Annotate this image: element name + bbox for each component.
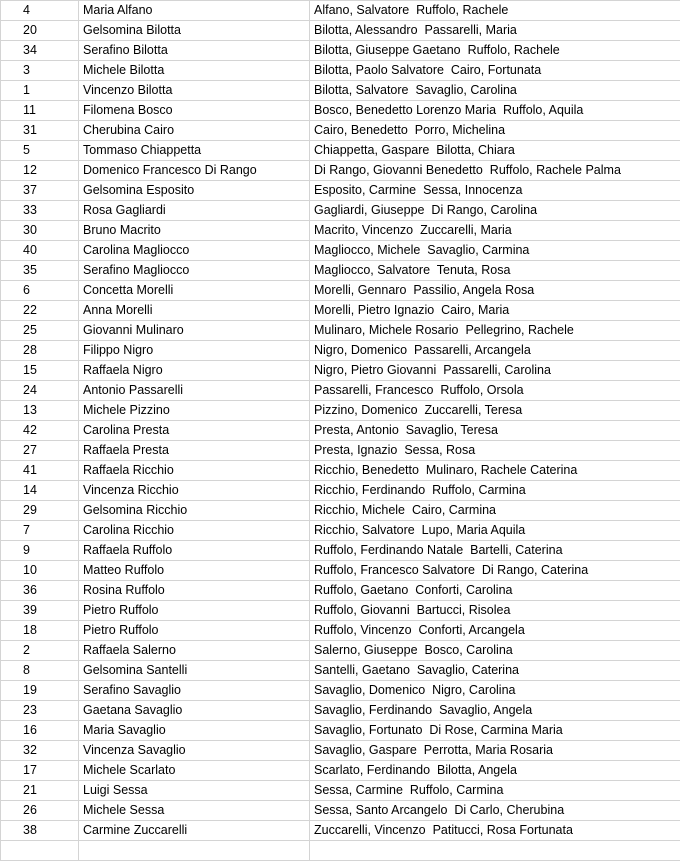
id-cell[interactable]: 31 [1,121,79,141]
parents-cell[interactable]: Savaglio, Fortunato Di Rose, Carmina Maria [310,721,680,741]
name-cell[interactable]: Pietro Ruffolo [79,621,310,641]
name-cell[interactable]: Carolina Presta [79,421,310,441]
table-row [1,461,680,481]
parents-cell[interactable]: Morelli, Pietro Ignazio Cairo, Maria [310,301,680,321]
table-row [1,641,680,661]
id-cell[interactable]: 33 [1,201,79,221]
id-cell[interactable]: 27 [1,441,79,461]
parents-cell[interactable]: Ricchio, Michele Cairo, Carmina [310,501,680,521]
table-row [1,741,680,761]
table-row [1,341,680,361]
id-cell[interactable]: 9 [1,541,79,561]
parents-cell[interactable]: Cairo, Benedetto Porro, Michelina [310,121,680,141]
id-cell[interactable]: 19 [1,681,79,701]
parents-cell[interactable]: Esposito, Carmine Sessa, Innocenza [310,181,680,201]
parents-cell[interactable]: Sessa, Carmine Ruffolo, Carmina [310,781,680,801]
id-cell[interactable]: 30 [1,221,79,241]
id-cell[interactable]: 41 [1,461,79,481]
table-row [1,821,680,841]
name-cell[interactable]: Carolina Ricchio [79,521,310,541]
parents-cell[interactable]: Nigro, Pietro Giovanni Passarelli, Carolina [310,361,680,381]
table-row [1,361,680,381]
parents-cell[interactable]: Presta, Ignazio Sessa, Rosa [310,441,680,461]
id-cell[interactable]: 37 [1,181,79,201]
id-cell[interactable]: 16 [1,721,79,741]
id-cell[interactable]: 7 [1,521,79,541]
table-row [1,201,680,221]
id-cell[interactable]: 28 [1,341,79,361]
name-cell[interactable]: Maria Savaglio [79,721,310,741]
parents-cell[interactable]: Sessa, Santo Arcangelo Di Carlo, Cherubina [310,801,680,821]
parents-cell[interactable]: Bilotta, Alessandro Passarelli, Maria [310,21,680,41]
parents-cell[interactable]: Bosco, Benedetto Lorenzo Maria Ruffolo, Aquila [310,101,680,121]
parents-cell[interactable]: Magliocco, Salvatore Tenuta, Rosa [310,261,680,281]
name-cell[interactable]: Gaetana Savaglio [79,701,310,721]
id-cell[interactable]: 24 [1,381,79,401]
id-cell[interactable]: 22 [1,301,79,321]
name-cell[interactable]: Carolina Magliocco [79,241,310,261]
name-cell[interactable]: Luigi Sessa [79,781,310,801]
name-cell[interactable]: Michele Sessa [79,801,310,821]
parents-cell[interactable]: Bilotta, Paolo Salvatore Cairo, Fortunata [310,61,680,81]
id-cell[interactable]: 36 [1,581,79,601]
name-cell[interactable]: Serafino Magliocco [79,261,310,281]
name-cell[interactable]: Giovanni Mulinaro [79,321,310,341]
id-cell[interactable]: 34 [1,41,79,61]
name-cell[interactable]: Raffaela Ruffolo [79,541,310,561]
parents-cell[interactable]: Bilotta, Salvatore Savaglio, Carolina [310,81,680,101]
id-cell[interactable]: 40 [1,241,79,261]
parents-cell[interactable]: Savaglio, Gaspare Perrotta, Maria Rosaria [310,741,680,761]
id-cell[interactable]: 4 [1,1,79,21]
id-cell[interactable]: 11 [1,101,79,121]
id-cell[interactable]: 39 [1,601,79,621]
table-row [1,781,680,801]
parents-cell[interactable]: Alfano, Salvatore Ruffolo, Rachele [310,1,680,21]
table-row [1,441,680,461]
parents-cell[interactable]: Ruffolo, Gaetano Conforti, Carolina [310,581,680,601]
name-cell[interactable]: Raffaela Presta [79,441,310,461]
id-cell[interactable]: 35 [1,261,79,281]
id-cell[interactable]: 2 [1,641,79,661]
table-row [1,801,680,821]
id-cell[interactable]: 25 [1,321,79,341]
name-cell[interactable]: Gelsomina Ricchio [79,501,310,521]
parents-cell[interactable]: Mulinaro, Michele Rosario Pellegrino, Rachele [310,321,680,341]
parents-cell[interactable]: Di Rango, Giovanni Benedetto Ruffolo, Rachele Palma [310,161,680,181]
table-row [1,381,680,401]
table-row [1,501,680,521]
id-cell[interactable]: 17 [1,761,79,781]
name-cell[interactable]: Matteo Ruffolo [79,561,310,581]
parents-cell[interactable]: Pizzino, Domenico Zuccarelli, Teresa [310,401,680,421]
name-cell[interactable]: Gelsomina Bilotta [79,21,310,41]
id-cell[interactable]: 23 [1,701,79,721]
name-cell[interactable]: Rosa Gagliardi [79,201,310,221]
parents-cell[interactable]: Savaglio, Ferdinando Savaglio, Angela [310,701,680,721]
name-cell[interactable]: Gelsomina Esposito [79,181,310,201]
name-cell[interactable]: Tommaso Chiappetta [79,141,310,161]
name-cell[interactable]: Raffaela Ricchio [79,461,310,481]
table-row [1,541,680,561]
parents-cell[interactable]: Santelli, Gaetano Savaglio, Caterina [310,661,680,681]
parents-cell[interactable]: Gagliardi, Giuseppe Di Rango, Carolina [310,201,680,221]
name-cell[interactable]: Raffaela Salerno [79,641,310,661]
table-body [1,1,680,861]
name-cell[interactable]: Anna Morelli [79,301,310,321]
table-row [1,621,680,641]
id-cell[interactable]: 32 [1,741,79,761]
table-row [1,221,680,241]
table-row [1,61,680,81]
table-row [1,581,680,601]
table-row [1,841,680,861]
id-cell[interactable]: 14 [1,481,79,501]
parents-cell[interactable]: Nigro, Domenico Passarelli, Arcangela [310,341,680,361]
table-row [1,21,680,41]
id-cell[interactable]: 38 [1,821,79,841]
id-cell[interactable]: 3 [1,61,79,81]
parents-cell[interactable]: Bilotta, Giuseppe Gaetano Ruffolo, Rachele [310,41,680,61]
id-cell[interactable]: 5 [1,141,79,161]
name-cell[interactable]: Carmine Zuccarelli [79,821,310,841]
table-row [1,41,680,61]
parents-cell[interactable]: Scarlato, Ferdinando Bilotta, Angela [310,761,680,781]
name-cell[interactable]: Michele Scarlato [79,761,310,781]
name-cell[interactable]: Vincenza Savaglio [79,741,310,761]
name-cell[interactable]: Raffaela Nigro [79,361,310,381]
parents-cell[interactable]: Ruffolo, Francesco Salvatore Di Rango, Caterina [310,561,680,581]
name-cell[interactable]: Gelsomina Santelli [79,661,310,681]
id-cell[interactable]: 26 [1,801,79,821]
table-row [1,261,680,281]
id-cell[interactable]: 1 [1,81,79,101]
table-row [1,281,680,301]
table-row [1,421,680,441]
name-cell[interactable]: Serafino Bilotta [79,41,310,61]
id-cell[interactable] [1,841,79,861]
parents-cell[interactable]: Ruffolo, Giovanni Bartucci, Risolea [310,601,680,621]
name-cell[interactable]: Rosina Ruffolo [79,581,310,601]
name-cell[interactable]: Serafino Savaglio [79,681,310,701]
table-row [1,601,680,621]
table-row [1,661,680,681]
name-cell[interactable]: Domenico Francesco Di Rango [79,161,310,181]
parents-cell[interactable]: Morelli, Gennaro Passilio, Angela Rosa [310,281,680,301]
id-cell[interactable]: 13 [1,401,79,421]
parents-cell[interactable]: Passarelli, Francesco Ruffolo, Orsola [310,381,680,401]
parents-cell[interactable]: Savaglio, Domenico Nigro, Carolina [310,681,680,701]
table-row [1,121,680,141]
name-cell[interactable]: Filomena Bosco [79,101,310,121]
table-row [1,241,680,261]
name-cell[interactable]: Michele Bilotta [79,61,310,81]
parents-cell[interactable]: Macrito, Vincenzo Zuccarelli, Maria [310,221,680,241]
table-row [1,681,680,701]
id-cell[interactable]: 18 [1,621,79,641]
parents-cell[interactable]: Presta, Antonio Savaglio, Teresa [310,421,680,441]
table-row [1,721,680,741]
table-row [1,141,680,161]
id-cell[interactable]: 15 [1,361,79,381]
parents-cell[interactable] [310,841,680,861]
parents-cell[interactable]: Ricchio, Ferdinando Ruffolo, Carmina [310,481,680,501]
id-cell[interactable]: 12 [1,161,79,181]
table-row [1,81,680,101]
name-cell[interactable]: Vincenzo Bilotta [79,81,310,101]
table-row [1,761,680,781]
id-cell[interactable]: 42 [1,421,79,441]
parents-cell[interactable]: Ricchio, Benedetto Mulinaro, Rachele Caterina [310,461,680,481]
table-row [1,521,680,541]
table-row [1,561,680,581]
name-cell[interactable]: Vincenza Ricchio [79,481,310,501]
table-row [1,181,680,201]
name-cell[interactable]: Maria Alfano [79,1,310,21]
id-cell[interactable]: 29 [1,501,79,521]
parents-cell[interactable]: Ruffolo, Ferdinando Natale Bartelli, Caterina [310,541,680,561]
name-cell[interactable]: Bruno Macrito [79,221,310,241]
table-row [1,101,680,121]
name-cell[interactable] [79,841,310,861]
parents-cell[interactable]: Chiappetta, Gaspare Bilotta, Chiara [310,141,680,161]
table-row [1,701,680,721]
table-row [1,161,680,181]
id-cell[interactable]: 21 [1,781,79,801]
id-cell[interactable]: 10 [1,561,79,581]
table-row [1,321,680,341]
name-cell[interactable]: Antonio Passarelli [79,381,310,401]
table-row [1,401,680,421]
name-cell[interactable]: Cherubina Cairo [79,121,310,141]
parents-cell[interactable]: Ruffolo, Vincenzo Conforti, Arcangela [310,621,680,641]
id-cell[interactable]: 20 [1,21,79,41]
table-row [1,1,680,21]
id-cell[interactable]: 8 [1,661,79,681]
name-cell[interactable]: Filippo Nigro [79,341,310,361]
parents-cell[interactable]: Magliocco, Michele Savaglio, Carmina [310,241,680,261]
name-cell[interactable]: Concetta Morelli [79,281,310,301]
parents-cell[interactable]: Zuccarelli, Vincenzo Patitucci, Rosa Fortunata [310,821,680,841]
name-cell[interactable]: Michele Pizzino [79,401,310,421]
parents-cell[interactable]: Ricchio, Salvatore Lupo, Maria Aquila [310,521,680,541]
name-cell[interactable]: Pietro Ruffolo [79,601,310,621]
id-cell[interactable]: 6 [1,281,79,301]
parents-cell[interactable]: Salerno, Giuseppe Bosco, Carolina [310,641,680,661]
table-row [1,481,680,501]
table-row [1,301,680,321]
